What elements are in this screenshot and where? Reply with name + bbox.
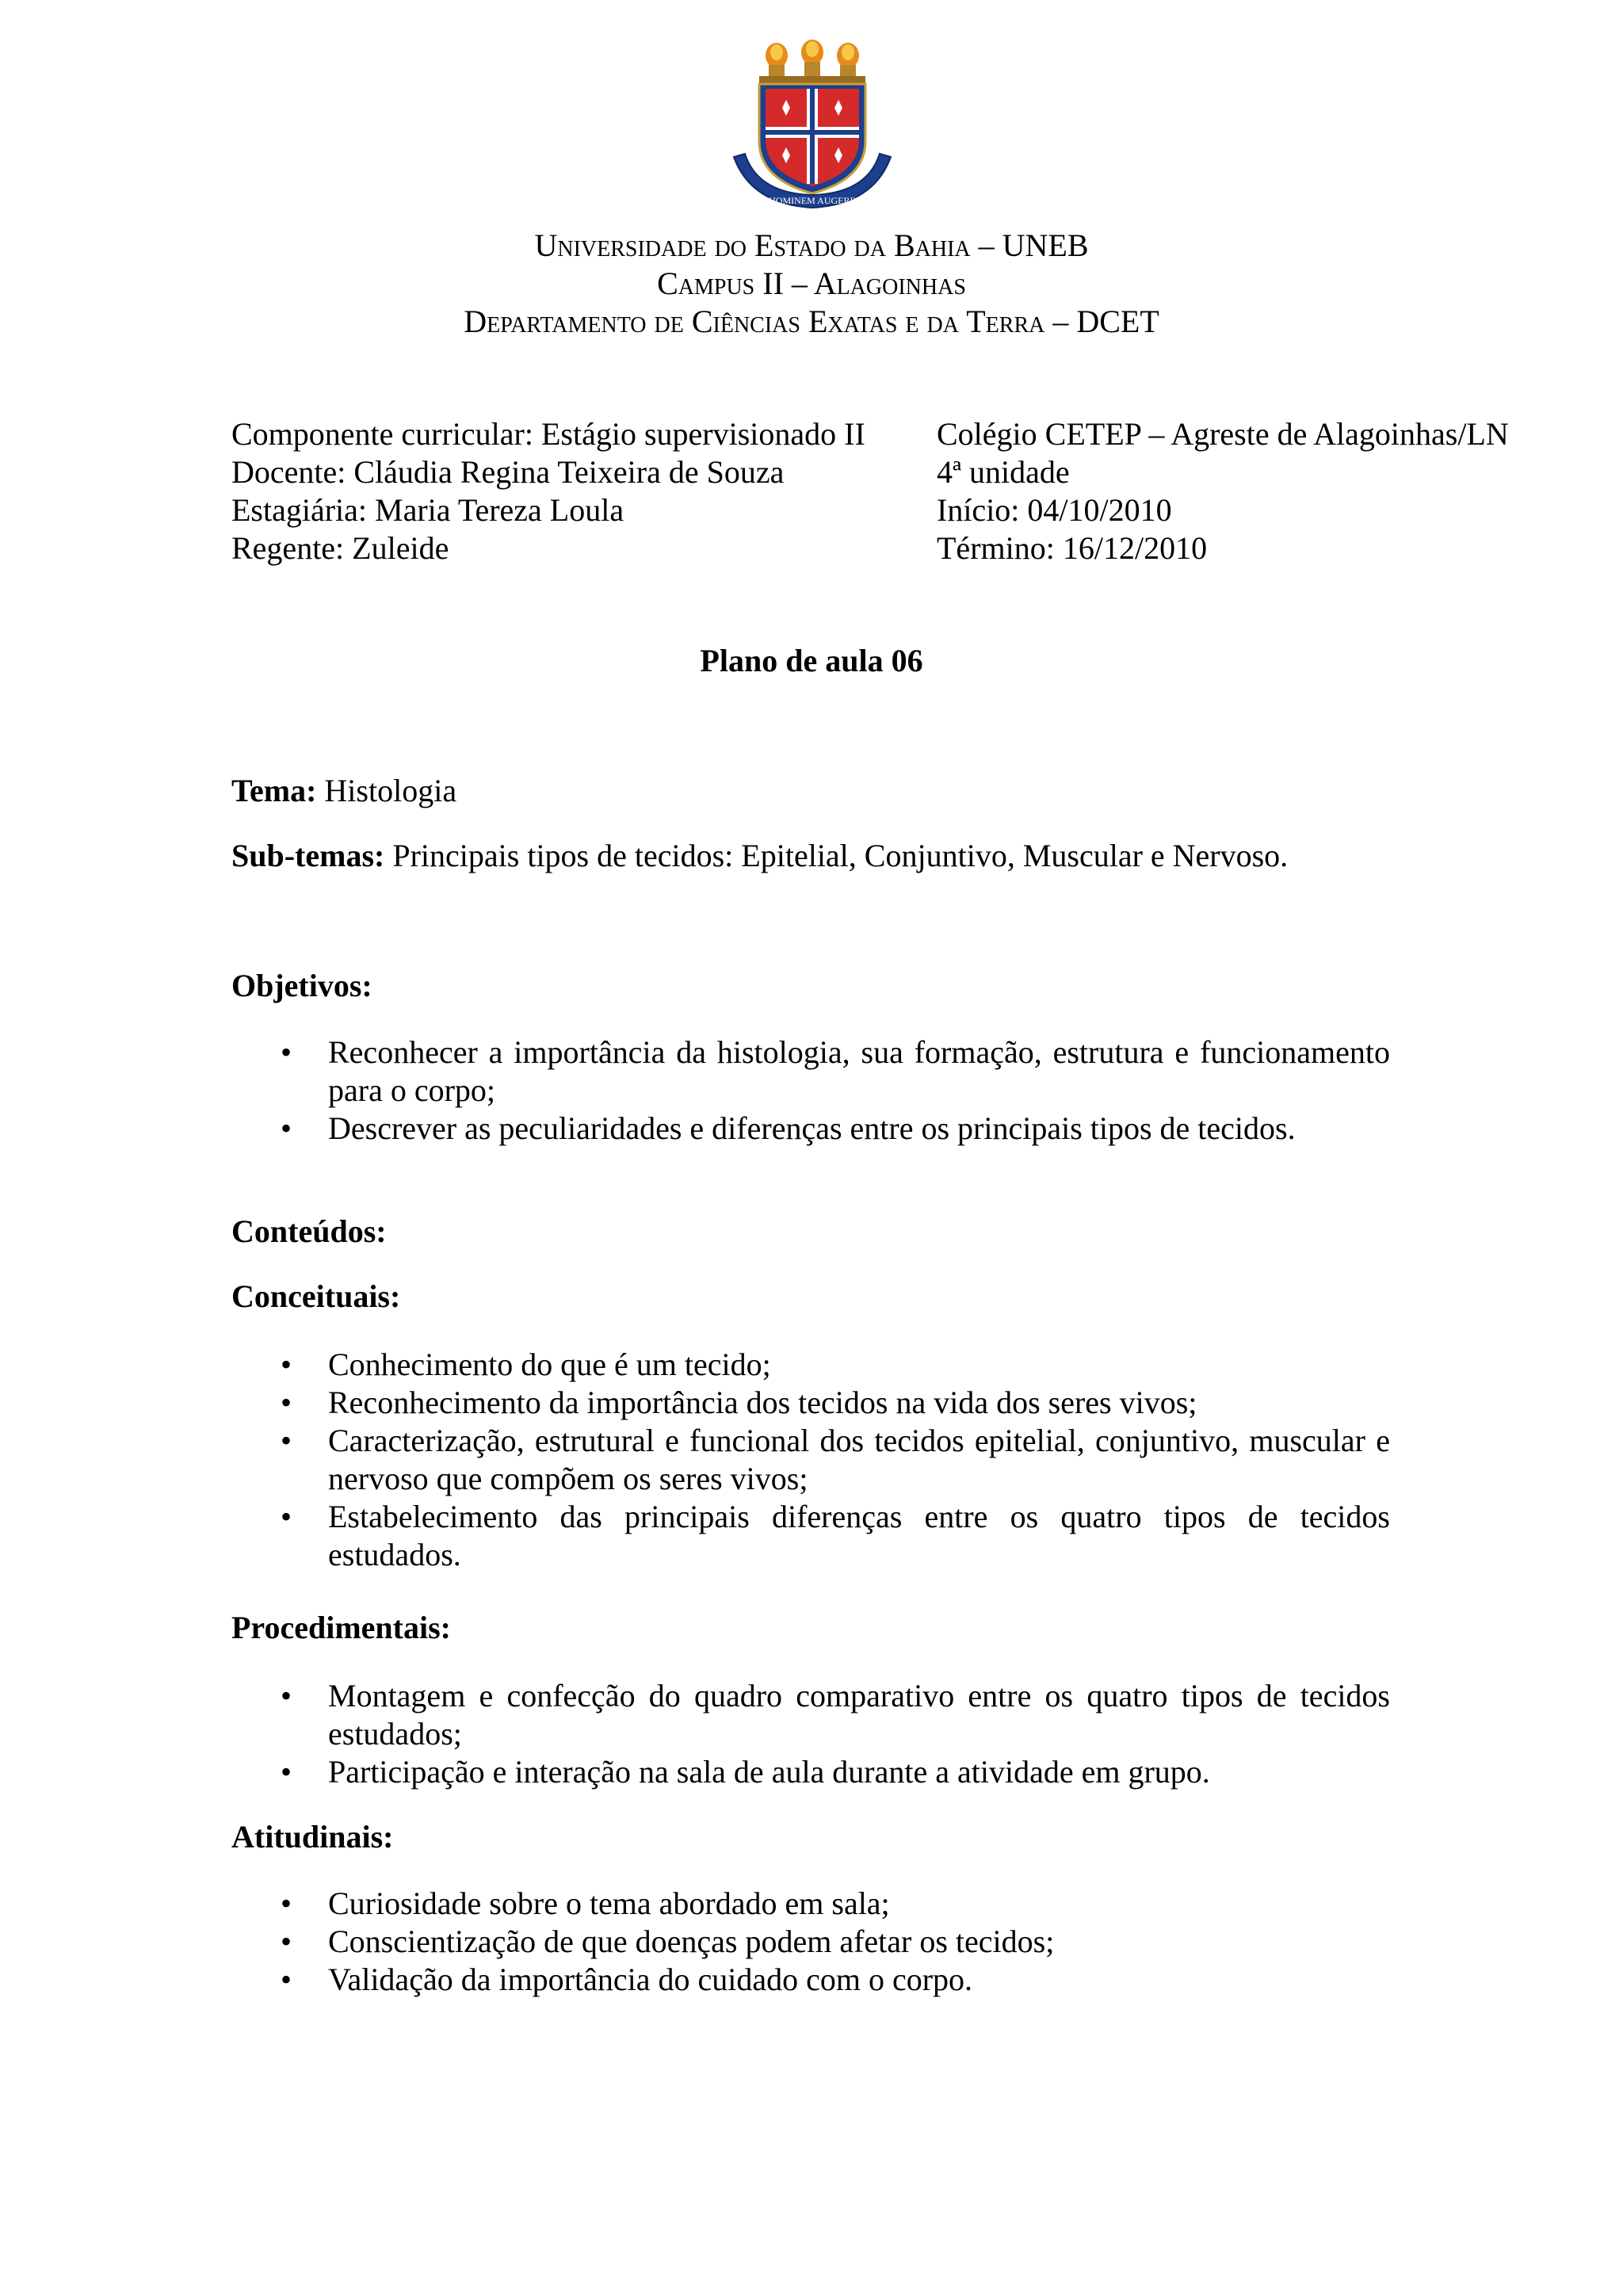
list-item: • Reconhecimento da importância dos tecidos na vida dos seres vivos; [281, 1385, 1197, 1420]
bullet-icon: • [281, 1499, 292, 1534]
conceituais-list [231, 1346, 1390, 1574]
tema-label: Tema: [231, 773, 317, 808]
list-item: • Validação da importância do cuidado com o corpo. [281, 1962, 973, 1997]
department-name: Departamento de Ciências Exatas e da Terra – DCET [464, 304, 1159, 339]
bullet-icon: • [281, 1385, 292, 1420]
procedimentais-heading: Procedimentais: [231, 1610, 451, 1645]
subtemas-label: Sub-temas: [231, 838, 385, 873]
page-title: Plano de aula 06 [700, 643, 923, 678]
conteudos-heading: Conteúdos: [231, 1213, 387, 1249]
list-item: • Estabelecimento das principais diferenças entre os quatro tipos de tecidos estudados. [281, 1499, 1390, 1572]
info-unit: 4ª unidade [937, 454, 1070, 490]
list-item: • Curiosidade sobre o tema abordado em sala; [281, 1885, 890, 1921]
bullet-icon: • [281, 1885, 292, 1921]
logo-motto: HOMINEM AUGERE [769, 195, 856, 206]
atitudinais-heading: Atitudinais: [231, 1819, 394, 1855]
bullet-icon: • [281, 1347, 292, 1382]
objetivos-heading: Objetivos: [231, 968, 372, 1003]
university-name: Universidade do Estado da Bahia – UNEB [534, 227, 1089, 263]
list-item: • Caracterização, estrutural e funcional dos tecidos epitelial, conjuntivo, muscular e nervoso que compõem os seres vivos; [281, 1423, 1390, 1496]
subtemas-value: Principais tipos de tecidos: Epitelial, Conjuntivo, Muscular e Nervoso. [384, 838, 1289, 873]
info-curricular-component: Componente curricular: Estágio supervisionado II [231, 416, 865, 452]
objetivos-list [231, 1033, 1390, 1148]
list-item: • Participação e interação na sala de aula durante a atividade em grupo. [281, 1754, 1210, 1790]
list-item: • Conscientização de que doenças podem afetar os tecidos; [281, 1924, 1055, 1959]
list-item: • Descrever as peculiaridades e diferenças entre os principais tipos de tecidos. [281, 1110, 1296, 1146]
info-start-date: Início: 04/10/2010 [937, 492, 1172, 528]
tema-value: Histologia [316, 773, 457, 808]
list-item: • Montagem e confecção do quadro comparativo entre os quatro tipos de tecidos estudados; [281, 1678, 1390, 1752]
list-item: • Conhecimento do que é um tecido; [281, 1347, 771, 1382]
info-intern: Estagiária: Maria Tereza Loula [231, 492, 624, 528]
conceituais-heading: Conceituais: [231, 1278, 401, 1314]
campus-name: Campus II – Alagoinhas [657, 266, 966, 301]
info-school: Colégio CETEP – Agreste de Alagoinhas/LN [937, 416, 1509, 452]
procedimentais-list [231, 1677, 1390, 1791]
bullet-icon: • [281, 1962, 292, 1997]
bullet-icon: • [281, 1423, 292, 1458]
bullet-icon: • [281, 1754, 292, 1790]
list-item: • Reconhecer a importância da histologia, sua formação, estrutura e funcionamento para o corpo; [281, 1034, 1390, 1108]
atitudinais-list [231, 1885, 1390, 1999]
bullet-icon: • [281, 1678, 292, 1713]
info-end-date: Término: 16/12/2010 [937, 530, 1208, 566]
info-regent: Regente: Zuleide [231, 530, 449, 566]
bullet-icon: • [281, 1110, 292, 1146]
subtemas-line [231, 837, 1288, 875]
university-coat-of-arms-logo [727, 38, 897, 220]
tema-line [231, 772, 456, 810]
bullet-icon: • [281, 1924, 292, 1959]
bullet-icon: • [281, 1034, 292, 1070]
info-teacher: Docente: Cláudia Regina Teixeira de Souza [231, 454, 785, 490]
torches-icon [759, 40, 865, 84]
